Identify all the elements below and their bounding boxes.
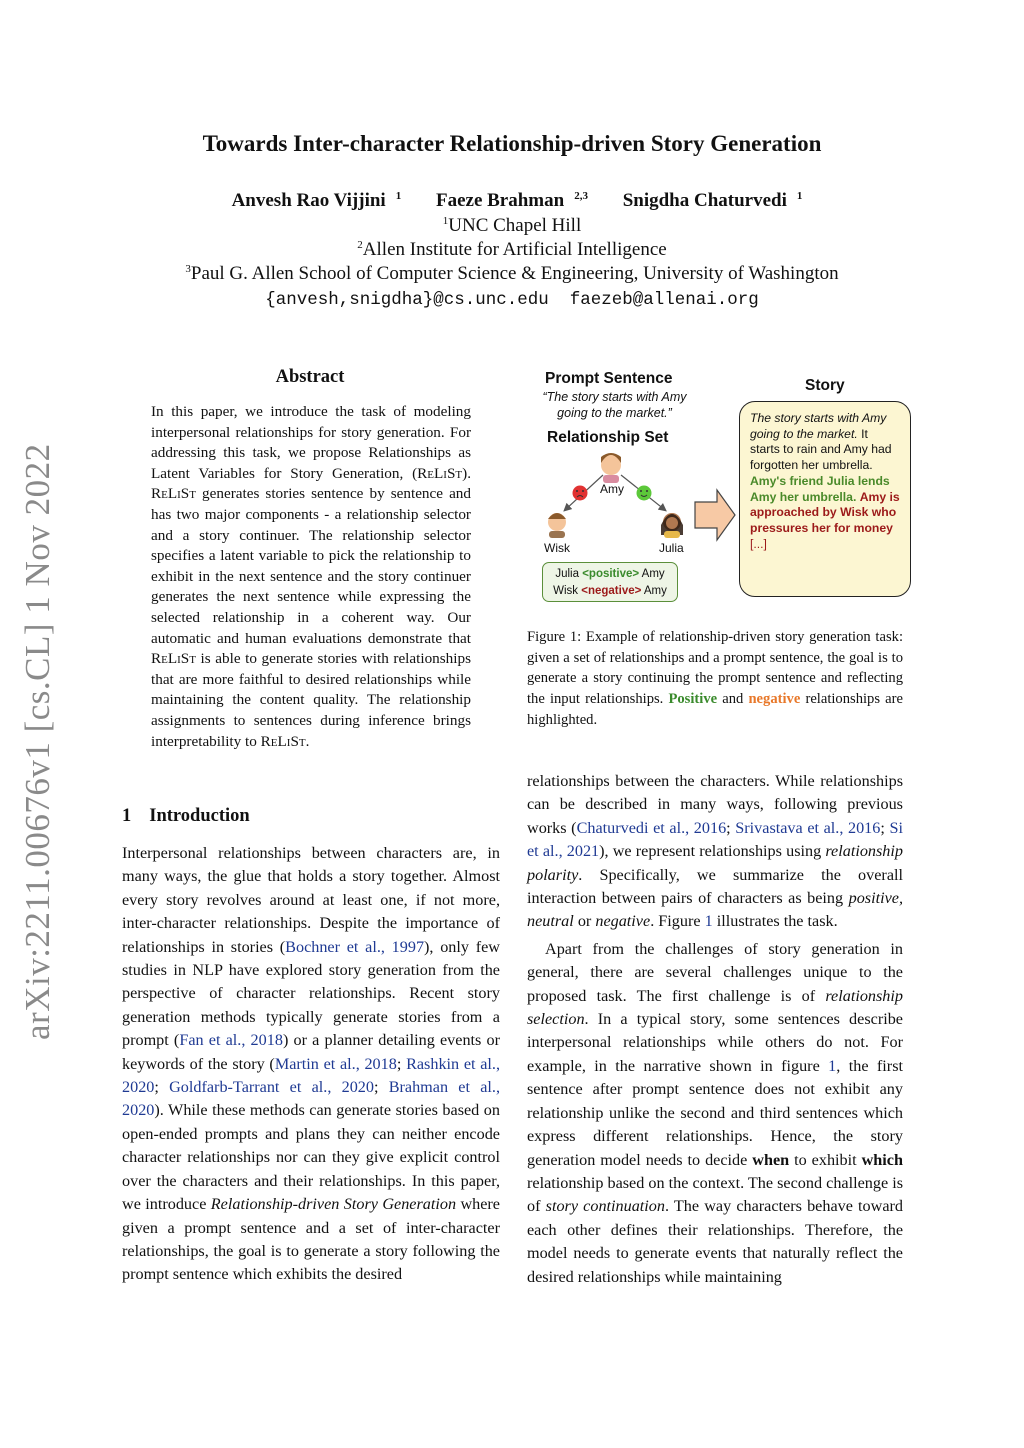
citation-link[interactable]: Chaturvedi et al., 2016	[576, 818, 727, 837]
citation-link[interactable]: Si et al., 2021	[527, 818, 903, 861]
author-3: Snigdha Chaturvedi $^1$	[622, 190, 803, 211]
abstract-heading: Abstract	[275, 367, 345, 387]
figure-1	[527, 365, 917, 615]
abstract-body: In this paper, we introduce the task of modeling interpersonal relationships for story generation. For addressing this task, we propose Relationships as Latent Variables for Story Generation, (ReLiSt). ReLiSt generates stories sentence by sentence and has two major components - a relationship selector and a story continuer. The relationship selector specifies a latent variable to pick the relationship to exhibit in the next sentence and the story continuer generates the next sentence while expressing the selected relationship in a coherent way. Our automatic and human evaluations demonstrate that ReLiSt is able to generate stories with relationships that are more faithful to desired relationships while maintaining the content quality. The relationship assignments to sentences during inference brings interpretability to ReLiSt.	[151, 403, 471, 750]
citation-link[interactable]: Martin et al., 2018	[274, 1054, 397, 1073]
negative-face-icon	[573, 486, 588, 501]
arrow-to-story-icon	[695, 490, 735, 540]
relationship-set-box	[542, 562, 678, 602]
paper-title: Towards Inter-character Relationship-driven Story Generation	[202, 131, 822, 156]
citation-link[interactable]: Fan et al., 2018	[179, 1031, 283, 1050]
intro-left-column: Interpersonal relationships between characters are, in many ways, the glue that holds a story together. Almost every story revolves around at least one, if not more, inter-character relationships. Despite the importance of relationships in stories (Bochner et al., 1997), only few studies in NLP have explored story generation from the perspective of character relationships. Recent story generation methods typically generate stories from a prompt (Fan et al., 2018) or a planner detailing events or keywords of the story (Martin et al., 2018; Rashkin et al., 2020; Goldfarb-Tarrant et al., 2020; Brahman et al., 2020). While these methods can generate stories based on open-ended prompts and plans they can neither encode character relationships nor can they give explicit control over the characters and their relationships. In this paper, we introduce Relationship-driven Story Generation where given a prompt sentence and a set of inter-character relationships, the goal is to generate a story following the prompt sentence which exhibits the desired	[122, 844, 501, 1284]
relationship-2: Wisk <negative> Amy	[553, 585, 667, 597]
relationship-set-heading: Relationship Set	[547, 429, 669, 446]
section-heading-introduction: 1 Introduction	[122, 806, 250, 826]
author-emails: {anvesh,snigdha}@cs.unc.edu faezeb@allenai.org	[265, 290, 759, 310]
story-box: The story starts with Amy going to the market. It starts to rain and Amy had forgotten her umbrella. Amy's friend Julia lends Amy her umbrella. Amy is approached by Wisk who pressures her for money [...]	[739, 401, 911, 597]
positive-face-icon	[637, 486, 652, 501]
figure-ref-link[interactable]: 1	[704, 912, 713, 931]
amy-label: Amy	[600, 482, 624, 496]
citation-link[interactable]: Goldfarb-Tarrant et al., 2020	[169, 1078, 374, 1097]
intro-right-column: relationships between the characters. While relationships can be described in many ways, following previous works (Chaturvedi et al., 2016; Srivastava et al., 2016; Si et al., 2021), we represent relationships using relationship polarity. Specifically, we summarize the overall interaction between pairs of characters as being positive, neutral or negative. Figure 1 illustrates the task. Apart from the challenges of story generation in general, there are several challenges unique to the proposed task. The first challenge is of relationship selection. In a typical story, some sentences describe interpersonal relationships while others do not. For example, in the narrative shown in figure 1, the first sentence after prompt sentence does not exhibit any relationship unlike the second and third sentences which express different relationships. Hence, the story generation model needs to decide when to exhibit which relationship based on the context. The second challenge is of story continuation. The way characters behave toward each other defines their relationships. Therefore, the model needs to generate events that naturally reflect the desired relationships while maintaining	[527, 772, 903, 1286]
julia-label: Julia	[659, 541, 684, 555]
author-2: Faeze Brahman $^{2,3}$	[435, 190, 588, 211]
wisk-label: Wisk	[544, 541, 570, 555]
citation-link[interactable]: Brahman et al., 2020	[122, 1078, 500, 1120]
affiliation-2: $^2$Allen Institute for Artificial Intelligence	[357, 239, 667, 260]
relationship-1: Julia <positive> Amy	[555, 568, 665, 580]
citation-link[interactable]: Srivastava et al., 2016	[735, 818, 881, 837]
story-heading: Story	[805, 377, 845, 394]
author-list	[0, 190, 1024, 212]
citation-link[interactable]: Rashkin et al., 2020	[122, 1054, 501, 1097]
figure-1-caption: Figure 1: Example of relationship-driven story generation task: given a set of relationships and a prompt sentence, the goal is to generate a story continuing the prompt sentence and reflecting the input relationships. Positive and negative relationships are highlighted.	[527, 629, 903, 728]
affiliation-3: $^3$Paul G. Allen School of Computer Science & Engineering, University of Washington	[185, 263, 839, 284]
wisk-avatar-icon	[548, 513, 566, 538]
citation-link[interactable]: Bochner et al., 1997	[285, 937, 425, 956]
julia-avatar-icon	[661, 513, 683, 538]
arxiv-sidebar-stamp: arXiv:2211.00676v1 [cs.CL] 1 Nov 2022	[18, 443, 57, 1040]
author-1: Anvesh Rao Vijjini $^1$	[231, 190, 402, 211]
figure-ref-link[interactable]: 1	[828, 1056, 837, 1075]
prompt-sentence-heading: Prompt Sentence	[545, 370, 673, 387]
affiliation-1: $^1$UNC Chapel Hill	[442, 215, 582, 236]
amy-avatar-icon	[601, 453, 621, 483]
prompt-quote: “The story starts with Amy going to the market.”	[542, 390, 687, 420]
